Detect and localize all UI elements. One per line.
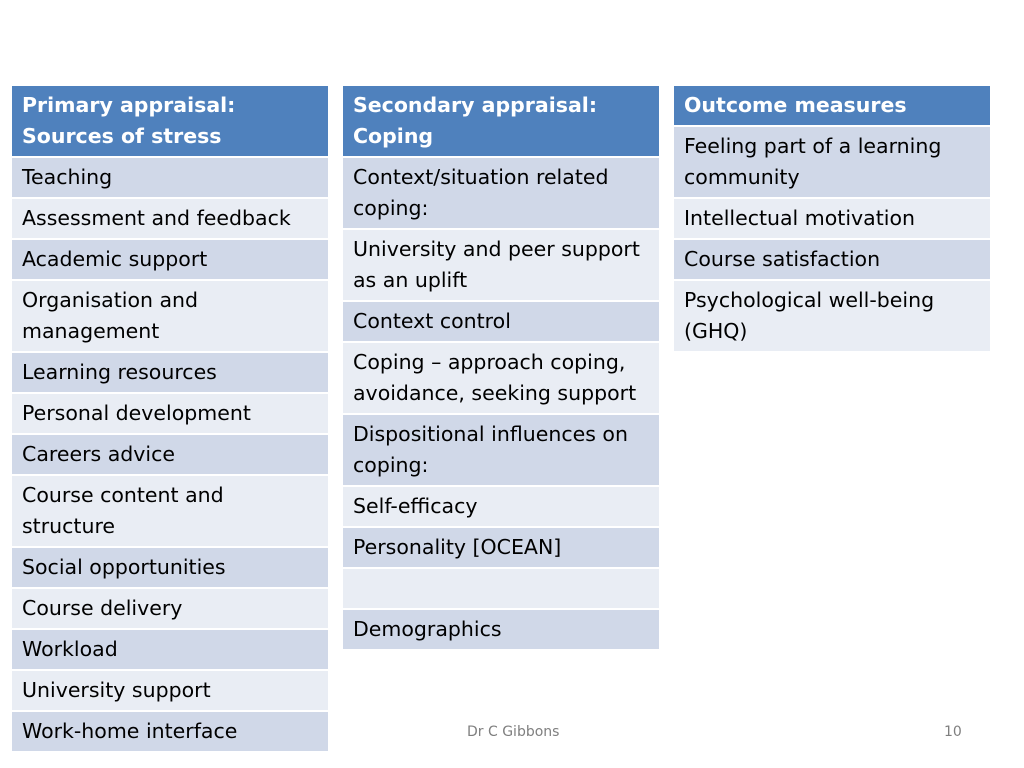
table-row (12, 671, 328, 712)
cell-label: Personality [OCEAN] (353, 535, 562, 559)
cell-label: Course content and structure (22, 483, 224, 538)
cell-label: Course satisfaction (684, 247, 881, 271)
sources-of-stress-table (12, 86, 328, 753)
table-row (674, 199, 990, 240)
table-row (343, 158, 659, 230)
table-row (343, 415, 659, 487)
cell-label: Dispositional influences on coping: (353, 422, 628, 477)
cell-label: University support (22, 678, 211, 702)
table-row (674, 127, 990, 199)
cell-label: Intellectual motivation (684, 206, 915, 230)
table-row (343, 487, 659, 528)
cell-label: Work-home interface (22, 719, 238, 743)
cell-label: Academic support (22, 247, 208, 271)
cell-label: Teaching (22, 165, 113, 189)
header-label: Outcome measures (684, 93, 907, 117)
table-row (12, 199, 328, 240)
coping-table (343, 86, 659, 651)
table-row (12, 476, 328, 548)
cell-label: Context/situation related coping: (353, 165, 609, 220)
cell-label: Demographics (353, 617, 502, 641)
cell-label: Course delivery (22, 596, 183, 620)
cell-label: Learning resources (22, 360, 217, 384)
cell-label: Self-efficacy (353, 494, 478, 518)
cell-label: Organisation and management (22, 288, 199, 343)
table-row (674, 240, 990, 281)
cell-label: Personal development (22, 401, 251, 425)
footer-author: Dr C Gibbons (467, 724, 560, 740)
table-row (343, 528, 659, 569)
table-row (12, 281, 328, 353)
table-row (12, 712, 328, 753)
table-row (343, 343, 659, 415)
outcome-measures-table (674, 86, 990, 353)
table-row (12, 240, 328, 281)
cell-label: Workload (22, 637, 118, 661)
table-row (343, 230, 659, 302)
table-row (12, 435, 328, 476)
cell-label: University and peer support as an uplift (353, 237, 640, 292)
page-number: 10 (944, 724, 962, 740)
table-row (12, 353, 328, 394)
table-header (12, 86, 328, 158)
cell-label: Context control (353, 309, 511, 333)
table-row (674, 281, 990, 353)
header-label: Primary appraisal: Sources of stress (22, 93, 236, 148)
table-header (674, 86, 990, 127)
empty-row (343, 569, 659, 610)
table-row (343, 610, 659, 651)
table-row (12, 589, 328, 630)
cell-label: Social opportunities (22, 555, 226, 579)
cell-label: Assessment and feedback (22, 206, 291, 230)
table-header (343, 86, 659, 158)
table-row (343, 302, 659, 343)
header-label: Secondary appraisal: Coping (353, 93, 598, 148)
cell-label: Feeling part of a learning community (684, 134, 942, 189)
cell-label: Coping – approach coping, avoidance, seeking support (353, 350, 637, 405)
table-row (12, 548, 328, 589)
cell-label: Careers advice (22, 442, 175, 466)
table-row (12, 630, 328, 671)
table-row (12, 158, 328, 199)
cell-label: Psychological well-being (GHQ) (684, 288, 935, 343)
table-row (12, 394, 328, 435)
